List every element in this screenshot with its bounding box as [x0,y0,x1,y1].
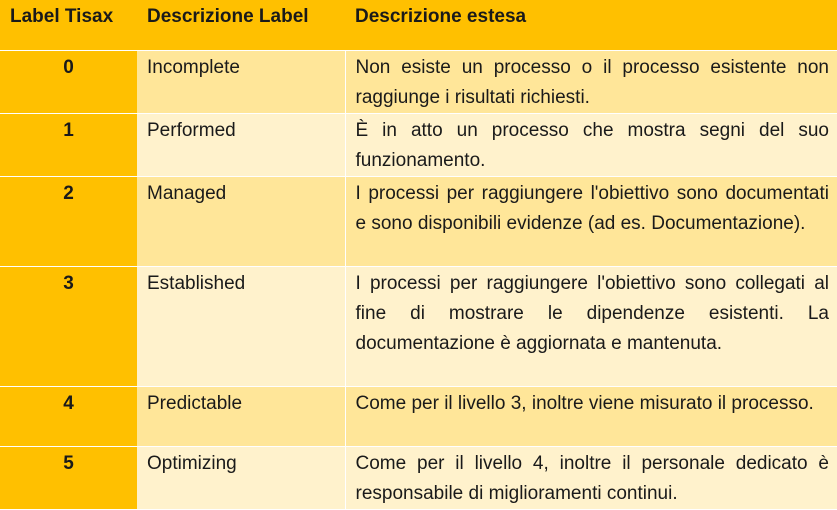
description-cell: È in atto un processo che mostra segni del suo funzionamento. [345,114,837,177]
table-row [0,447,837,510]
header-descrizione-estesa: Descrizione estesa [345,0,837,51]
label-cell: Performed [137,114,345,177]
label-cell: Established [137,267,345,387]
table-row [0,387,837,447]
table-header [0,0,837,51]
description-cell: I processi per raggiungere l'obiettivo sono collegati al fine di mostrare le dipendenze esistenti. La documentazione è aggiornata e mantenuta. [345,267,837,387]
level-cell: 1 [0,114,137,177]
table-row [0,114,837,177]
header-descrizione-label: Descrizione Label [137,0,345,51]
table-row [0,51,837,114]
description-cell: Come per il livello 3, inoltre viene misurato il processo. [345,387,837,447]
table-row [0,267,837,387]
label-cell: Incomplete [137,51,345,114]
label-cell: Predictable [137,387,345,447]
description-cell: I processi per raggiungere l'obiettivo sono documentati e sono disponibili evidenze (ad es. Documentazione). [345,177,837,267]
level-cell: 0 [0,51,137,114]
level-cell: 5 [0,447,137,510]
label-cell: Managed [137,177,345,267]
level-cell: 3 [0,267,137,387]
header-row [0,0,837,51]
level-cell: 4 [0,387,137,447]
level-cell: 2 [0,177,137,267]
table-row [0,177,837,267]
label-cell: Optimizing [137,447,345,510]
header-label-tisax: Label Tisax [0,0,137,51]
description-cell: Come per il livello 4, inoltre il personale dedicato è responsabile di miglioramenti continui. [345,447,837,510]
table-body [0,51,837,510]
description-cell: Non esiste un processo o il processo esistente non raggiunge i risultati richiesti. [345,51,837,114]
